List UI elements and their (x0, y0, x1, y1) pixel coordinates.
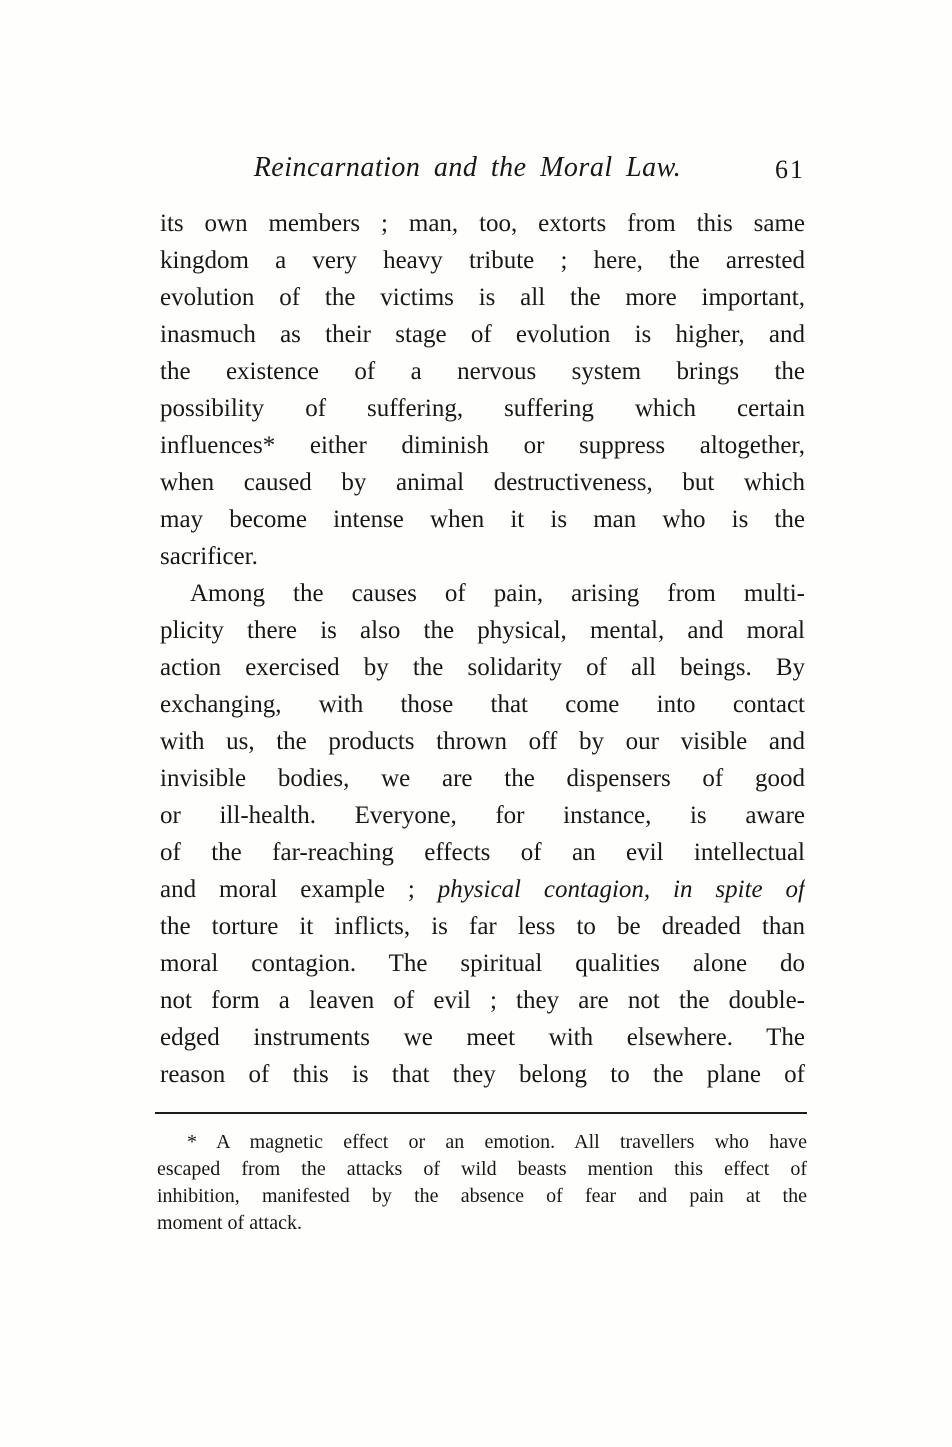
body-line-paragraph-end: sacrificer. (160, 543, 258, 570)
body-line: possibility of suffering, suffering which certain (160, 395, 805, 422)
body-line: influences* either diminish or suppress altogether, (160, 432, 805, 459)
body-line: not form a leaven of evil ; they are not the double- (160, 987, 805, 1014)
page-number: 61 (775, 155, 805, 184)
body-line-with-italic (160, 871, 805, 908)
footnote-divider-rule (155, 1112, 807, 1114)
body-line: with us, the products thrown off by our visible and (160, 728, 805, 755)
footnote-line: moment of attack. (157, 1212, 302, 1234)
footnote-line: * A magnetic effect or an emotion. All travellers who have (187, 1131, 807, 1153)
body-line: may become intense when it is man who is the (160, 506, 805, 533)
body-line: evolution of the victims is all the more important, (160, 284, 805, 311)
body-line: plicity there is also the physical, mental, and moral (160, 617, 805, 644)
body-line: the existence of a nervous system brings the (160, 358, 805, 385)
running-head (160, 152, 805, 192)
body-line: of the far-reaching effects of an evil intellectual (160, 839, 805, 866)
body-line: action exercised by the solidarity of all beings. By (160, 654, 805, 681)
body-line: reason of this is that they belong to the plane of (160, 1061, 805, 1088)
body-line: when caused by animal destructiveness, but which (160, 469, 805, 496)
body-line: exchanging, with those that come into contact (160, 691, 805, 718)
body-text (160, 205, 805, 1093)
body-line: moral contagion. The spiritual qualities alone do (160, 950, 805, 977)
footnote-line: inhibition, manifested by the absence of fear and pain at the (157, 1185, 807, 1207)
footnote-line: escaped from the attacks of wild beasts mention this effect of (157, 1158, 807, 1180)
body-line-italic-text: physical contagion, in spite of (437, 876, 805, 903)
body-line: kingdom a very heavy tribute ; here, the arrested (160, 247, 805, 274)
body-line: inasmuch as their stage of evolution is higher, and (160, 321, 805, 348)
body-line: or ill-health. Everyone, for instance, is aware (160, 802, 805, 829)
footnote (157, 1129, 807, 1237)
body-line-paragraph-start: Among the causes of pain, arising from multi- (190, 580, 805, 607)
running-title: Reincarnation and the Moral Law. (253, 152, 682, 183)
body-line: its own members ; man, too, extorts from this same (160, 210, 805, 237)
body-line: invisible bodies, we are the dispensers of good (160, 765, 805, 792)
body-line-text: and moral example ; (160, 876, 438, 903)
body-line: the torture it inflicts, is far less to be dreaded than (160, 913, 805, 940)
body-line: edged instruments we meet with elsewhere. The (160, 1024, 805, 1051)
